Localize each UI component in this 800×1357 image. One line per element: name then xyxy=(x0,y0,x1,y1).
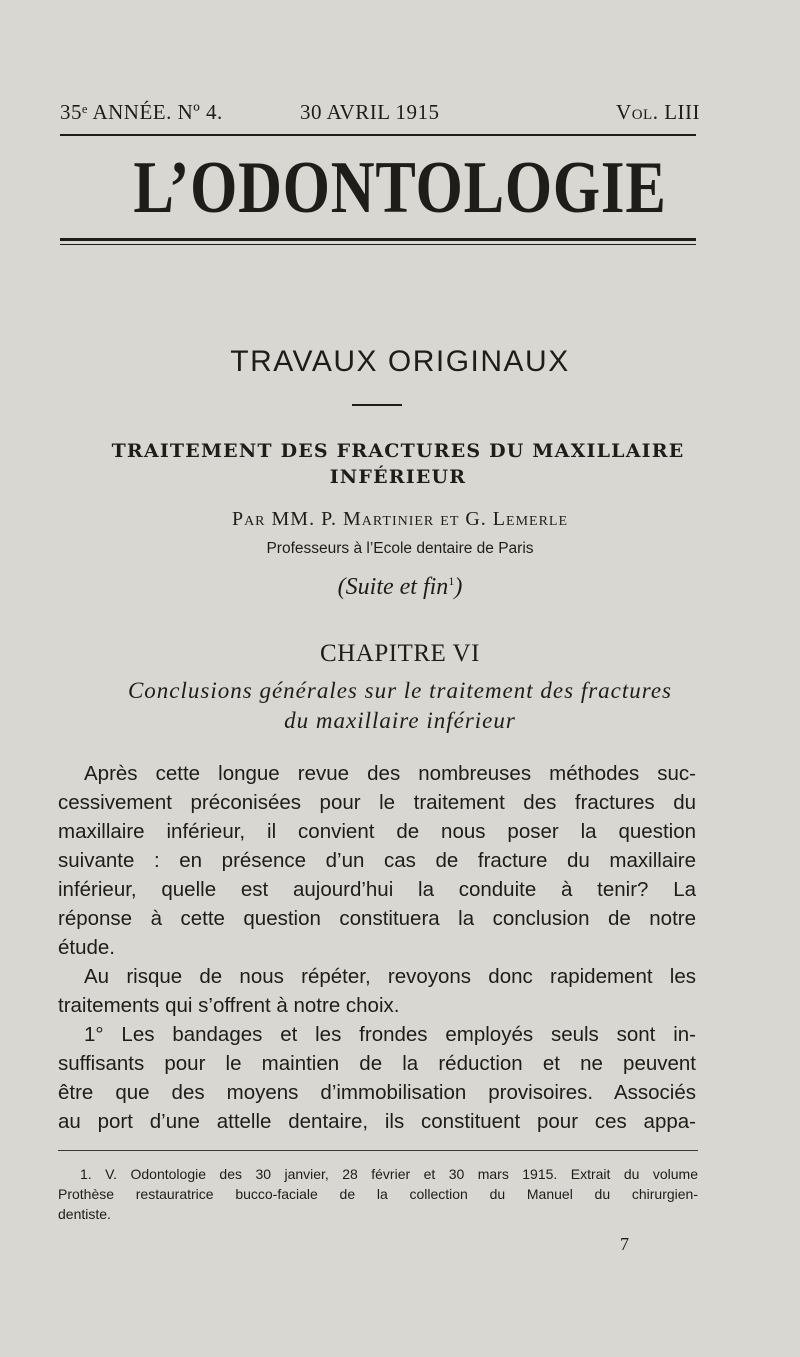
body-line: cessivement préconisées pour le traitement des fractures du xyxy=(58,791,696,814)
continuation-close: ) xyxy=(454,574,463,600)
section-divider xyxy=(352,404,402,406)
body-line: maxillaire inférieur, il convient de nous poser la question xyxy=(58,820,696,843)
page-number: 7 xyxy=(620,1234,629,1254)
article-authors: Par MM. P. Martinier et G. Lemerle xyxy=(231,508,569,530)
header-rule xyxy=(60,134,696,136)
footnote-rule xyxy=(58,1150,698,1151)
footnote-line: 1. V. Odontologie des 30 janvier, 28 février et 30 mars 1915. Extrait du volume xyxy=(80,1166,698,1182)
footnote-line: dentiste. xyxy=(58,1206,111,1222)
body-line: traitements qui s’offrent à notre choix. xyxy=(58,994,400,1017)
body-line: Après cette longue revue des nombreuses méthodes suc- xyxy=(84,762,696,785)
section-title: TRAVAUX ORIGINAUX xyxy=(230,345,570,378)
body-line: étude. xyxy=(58,936,115,959)
body-line: être que des moyens d’immobilisation provisoires. Associés xyxy=(58,1081,696,1104)
body-line: suivante : en présence d’un cas de fracture du maxillaire xyxy=(58,849,696,872)
article-title-line1: TRAITEMENT DES FRACTURES DU MAXILLAIRE xyxy=(111,440,685,462)
chapter-heading: CHAPITRE VI xyxy=(320,640,480,667)
volume-info: Vol. LIII xyxy=(616,100,700,124)
issue-info: 35ᵉ ANNÉE. Nº 4. xyxy=(60,100,223,124)
continuation-text: (Suite et fin xyxy=(337,574,449,600)
continuation-note xyxy=(0,574,800,601)
chapter-subtitle-line2: du maxillaire inférieur xyxy=(284,708,516,733)
body-line: réponse à cette question constituera la conclusion de notre xyxy=(58,907,696,930)
chapter-subtitle-line1: Conclusions générales sur le traitement des fractures xyxy=(127,678,673,703)
body-line: 1° Les bandages et les frondes employés seuls sont in- xyxy=(84,1023,696,1046)
author-affiliation: Professeurs à l’Ecole dentaire de Paris xyxy=(266,540,534,557)
issue-date: 30 AVRIL 1915 xyxy=(300,100,440,124)
body-line: inférieur, quelle est aujourd’hui la conduite à tenir? La xyxy=(58,878,696,901)
title-rule-thin xyxy=(60,244,696,245)
body-line: suffisants pour le maintien de la réduction et ne peuvent xyxy=(58,1052,696,1075)
footnote-line: Prothèse restauratrice bucco-faciale de la collection du Manuel du chirurgien- xyxy=(58,1186,698,1202)
title-rule-thick xyxy=(60,238,696,241)
journal-title: L’ODONTOLOGIE xyxy=(133,147,667,229)
footnote-marker: 1 xyxy=(448,574,455,588)
article-title-line2: INFÉRIEUR xyxy=(329,466,467,488)
body-line: au port d’une attelle dentaire, ils constituent pour ces appa- xyxy=(58,1110,696,1133)
body-line: Au risque de nous répéter, revoyons donc rapidement les xyxy=(84,965,696,988)
